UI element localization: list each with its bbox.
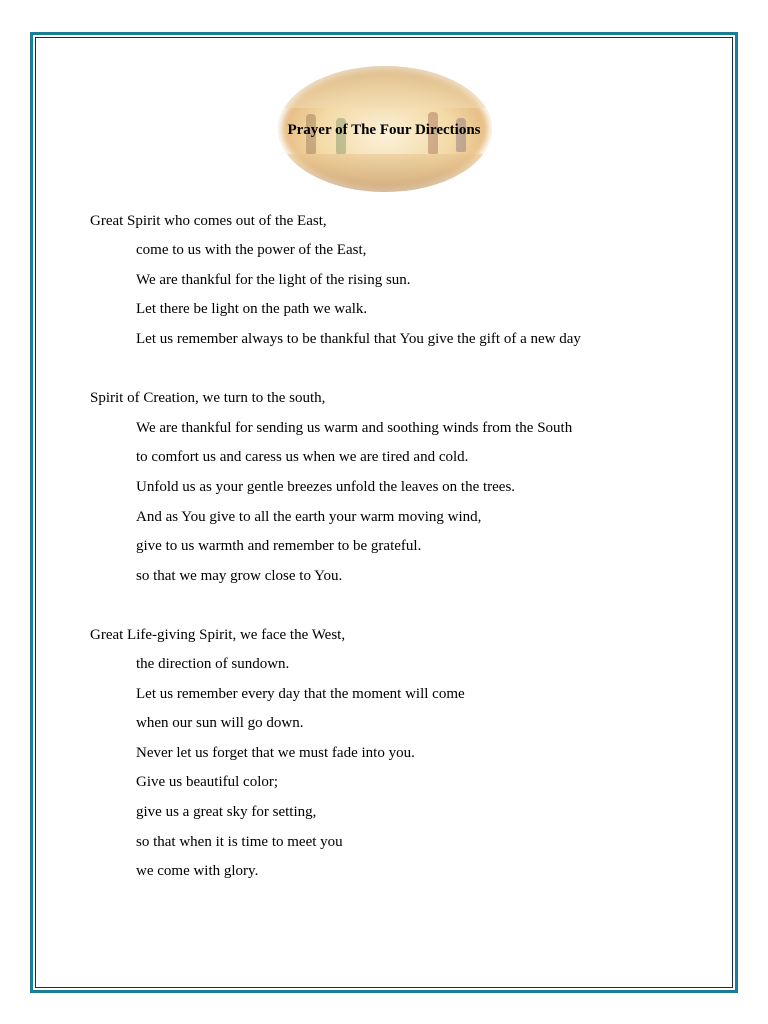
stanza-line: Let us remember every day that the moment will come <box>136 686 465 702</box>
stanza-line: come to us with the power of the East, <box>136 242 367 258</box>
stanza-line: give to us warmth and remember to be grateful. <box>136 538 422 554</box>
stanza-line: Let us remember always to be thankful that You give the gift of a new day <box>136 331 581 347</box>
stanza-line: so that we may grow close to You. <box>136 568 343 584</box>
stanza-line: We are thankful for the light of the rising sun. <box>136 272 411 288</box>
stanza-line: Great Spirit who comes out of the East, <box>90 213 327 229</box>
document-title: Prayer of The Four Directions <box>287 122 481 138</box>
illustration-ground <box>278 154 492 192</box>
stanza-line: And as You give to all the earth your warm moving wind, <box>136 509 482 525</box>
stanza-line: We are thankful for sending us warm and soothing winds from the South <box>136 420 573 436</box>
stanza-line: Spirit of Creation, we turn to the south, <box>90 390 326 406</box>
stanza-line: Great Life-giving Spirit, we face the West, <box>90 627 346 643</box>
stanza-line: Unfold us as your gentle breezes unfold the leaves on the trees. <box>136 479 516 495</box>
stanza-line: so that when it is time to meet you <box>136 834 343 850</box>
stanza-line: when our sun will go down. <box>136 715 304 731</box>
stanza-line: Give us beautiful color; <box>136 774 279 790</box>
stanza-line: to comfort us and caress us when we are tired and cold. <box>136 449 469 465</box>
stanza-line: the direction of sundown. <box>136 656 290 672</box>
stanza-line: Never let us forget that we must fade into you. <box>136 745 415 761</box>
stanza-line: we come with glory. <box>136 863 259 879</box>
stanza-line: Let there be light on the path we walk. <box>136 301 368 317</box>
stanza-line: give us a great sky for setting, <box>136 804 317 820</box>
illustration-sky <box>278 66 492 108</box>
